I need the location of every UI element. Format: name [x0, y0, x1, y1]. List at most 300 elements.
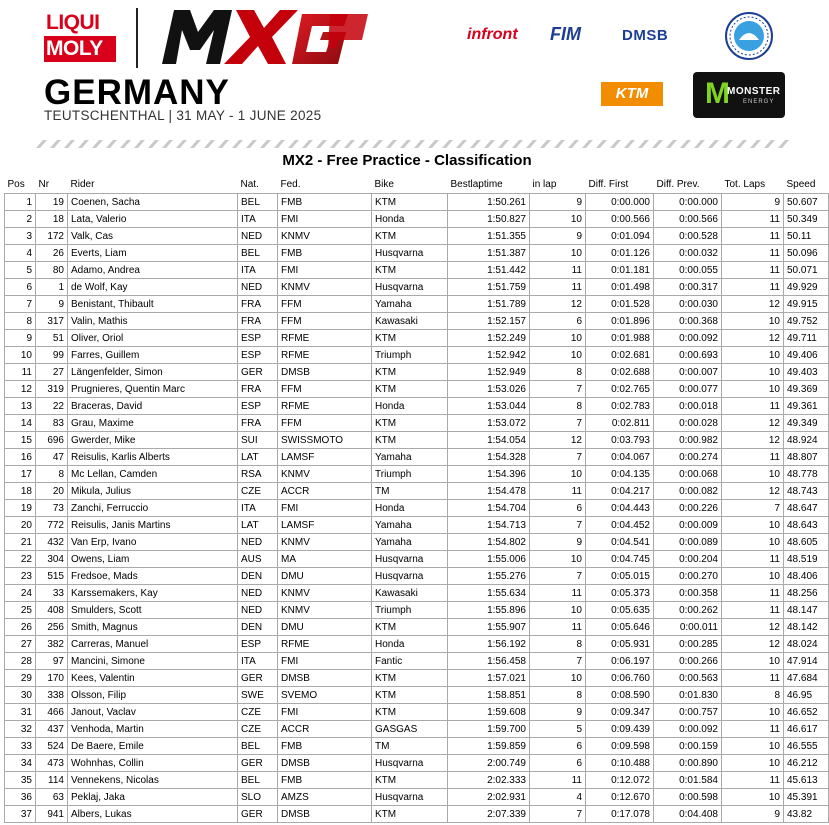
cell-bike: Honda	[372, 211, 448, 228]
cell-nat: CZE	[238, 483, 278, 500]
cell-nr: 338	[36, 687, 68, 704]
cell-nat: ESP	[238, 636, 278, 653]
cell-diff-first: 0:02.688	[586, 364, 654, 381]
cell-pos: 28	[5, 653, 36, 670]
cell-tot-laps: 12	[722, 483, 784, 500]
cell-bestlaptime: 2:02.931	[448, 789, 530, 806]
cell-nat: FRA	[238, 313, 278, 330]
cell-pos: 37	[5, 806, 36, 823]
cell-diff-first: 0:01.498	[586, 279, 654, 296]
cell-diff-first: 0:01.896	[586, 313, 654, 330]
cell-fed: FMB	[278, 245, 372, 262]
cell-bike: KTM	[372, 194, 448, 211]
table-row	[5, 381, 829, 398]
cell-pos: 22	[5, 551, 36, 568]
cell-bestlaptime: 1:53.072	[448, 415, 530, 432]
cell-bestlaptime: 1:55.006	[448, 551, 530, 568]
cell-speed: 48.406	[784, 568, 829, 585]
table-row	[5, 364, 829, 381]
cell-bestlaptime: 1:51.789	[448, 296, 530, 313]
cell-nat: NED	[238, 585, 278, 602]
cell-rider: Owens, Liam	[68, 551, 238, 568]
cell-bestlaptime: 1:54.054	[448, 432, 530, 449]
cell-diff-prev: 0:00.092	[654, 330, 722, 347]
cell-tot-laps: 11	[722, 551, 784, 568]
table-row	[5, 313, 829, 330]
cell-nat: GER	[238, 806, 278, 823]
table-header-row	[5, 176, 829, 194]
cell-in-lap: 6	[530, 738, 586, 755]
cell-pos: 30	[5, 687, 36, 704]
page-header	[0, 0, 814, 150]
cell-bike: Husqvarna	[372, 279, 448, 296]
cell-bestlaptime: 1:52.949	[448, 364, 530, 381]
cell-speed: 48.807	[784, 449, 829, 466]
table-row	[5, 755, 829, 772]
cell-speed: 50.11	[784, 228, 829, 245]
cell-tot-laps: 11	[722, 398, 784, 415]
cell-bestlaptime: 1:55.634	[448, 585, 530, 602]
header-stripes	[44, 140, 770, 148]
cell-nat: NED	[238, 279, 278, 296]
cell-nr: 73	[36, 500, 68, 517]
cell-bestlaptime: 1:54.802	[448, 534, 530, 551]
cell-fed: FMB	[278, 738, 372, 755]
cell-nr: 172	[36, 228, 68, 245]
cell-fed: KNMV	[278, 466, 372, 483]
cell-bestlaptime: 2:07.339	[448, 806, 530, 823]
cell-diff-prev: 0:00.270	[654, 568, 722, 585]
cell-rider: Fredsoe, Mads	[68, 568, 238, 585]
ktm-logo: KTM	[601, 82, 663, 106]
cell-rider: Albers, Lukas	[68, 806, 238, 823]
cell-in-lap: 10	[530, 551, 586, 568]
cell-nat: CZE	[238, 704, 278, 721]
cell-tot-laps: 10	[722, 704, 784, 721]
cell-in-lap: 11	[530, 772, 586, 789]
cell-rider: Peklaj, Jaka	[68, 789, 238, 806]
cell-fed: DMU	[278, 568, 372, 585]
cell-nat: FRA	[238, 415, 278, 432]
cell-tot-laps: 11	[722, 670, 784, 687]
cell-fed: DMU	[278, 619, 372, 636]
cell-bike: KTM	[372, 687, 448, 704]
cell-bike: Yamaha	[372, 517, 448, 534]
cell-in-lap: 8	[530, 398, 586, 415]
cell-bike: KTM	[372, 415, 448, 432]
cell-in-lap: 11	[530, 483, 586, 500]
cell-diff-first: 0:04.745	[586, 551, 654, 568]
cell-nr: 524	[36, 738, 68, 755]
cell-in-lap: 10	[530, 466, 586, 483]
cell-nat: SWE	[238, 687, 278, 704]
table-row	[5, 194, 829, 211]
monster-energy-logo: M MONSTER ENERGY	[693, 72, 785, 118]
cell-in-lap: 6	[530, 500, 586, 517]
cell-rider: De Baere, Emile	[68, 738, 238, 755]
fim-logo: FIM	[550, 24, 581, 44]
cell-nr: 432	[36, 534, 68, 551]
cell-speed: 48.024	[784, 636, 829, 653]
cell-bestlaptime: 1:50.261	[448, 194, 530, 211]
table-row	[5, 330, 829, 347]
cell-nr: 80	[36, 262, 68, 279]
cell-bike: KTM	[372, 432, 448, 449]
cell-tot-laps: 11	[722, 228, 784, 245]
cell-pos: 34	[5, 755, 36, 772]
cell-bestlaptime: 1:57.021	[448, 670, 530, 687]
cell-in-lap: 4	[530, 789, 586, 806]
cell-rider: Mc Lellan, Camden	[68, 466, 238, 483]
cell-fed: KNMV	[278, 228, 372, 245]
cell-nr: 9	[36, 296, 68, 313]
cell-nr: 51	[36, 330, 68, 347]
cell-pos: 11	[5, 364, 36, 381]
event-venue-dates: TEUTSCHENTHAL | 31 MAY - 1 JUNE 2025	[44, 108, 322, 123]
cell-diff-first: 0:03.793	[586, 432, 654, 449]
cell-nat: ESP	[238, 330, 278, 347]
cell-bestlaptime: 1:52.157	[448, 313, 530, 330]
monster-energy-logo-text: MONSTER	[727, 86, 781, 97]
liqui-moly-logo-bottom: MOLY	[46, 37, 103, 60]
cell-rider: Adamo, Andrea	[68, 262, 238, 279]
cell-diff-first: 0:01.094	[586, 228, 654, 245]
cell-tot-laps: 12	[722, 330, 784, 347]
cell-bestlaptime: 1:55.907	[448, 619, 530, 636]
cell-nat: LAT	[238, 449, 278, 466]
event-country: GERMANY	[44, 73, 230, 112]
cell-nat: FRA	[238, 296, 278, 313]
table-row	[5, 670, 829, 687]
cell-diff-prev: 0:00.009	[654, 517, 722, 534]
cell-diff-prev: 0:00.159	[654, 738, 722, 755]
cell-diff-prev: 0:00.226	[654, 500, 722, 517]
cell-diff-first: 0:12.072	[586, 772, 654, 789]
cell-pos: 8	[5, 313, 36, 330]
cell-tot-laps: 9	[722, 194, 784, 211]
cell-rider: Smith, Magnus	[68, 619, 238, 636]
cell-pos: 1	[5, 194, 36, 211]
cell-diff-first: 0:00.566	[586, 211, 654, 228]
cell-nr: 515	[36, 568, 68, 585]
cell-diff-prev: 0:00.204	[654, 551, 722, 568]
cell-rider: Mancini, Simone	[68, 653, 238, 670]
cell-in-lap: 6	[530, 755, 586, 772]
cell-bestlaptime: 2:02.333	[448, 772, 530, 789]
cell-tot-laps: 12	[722, 636, 784, 653]
cell-in-lap: 7	[530, 381, 586, 398]
cell-nr: 317	[36, 313, 68, 330]
cell-diff-first: 0:12.670	[586, 789, 654, 806]
cell-nr: 97	[36, 653, 68, 670]
cell-nat: GER	[238, 364, 278, 381]
cell-bestlaptime: 1:54.396	[448, 466, 530, 483]
cell-bike: Husqvarna	[372, 245, 448, 262]
cell-in-lap: 11	[530, 619, 586, 636]
cell-diff-prev: 0:01.584	[654, 772, 722, 789]
cell-nr: 8	[36, 466, 68, 483]
cell-diff-first: 0:04.217	[586, 483, 654, 500]
cell-pos: 21	[5, 534, 36, 551]
cell-in-lap: 11	[530, 279, 586, 296]
cell-pos: 2	[5, 211, 36, 228]
cell-bike: KTM	[372, 619, 448, 636]
cell-in-lap: 5	[530, 721, 586, 738]
cell-bestlaptime: 1:59.859	[448, 738, 530, 755]
cell-bike: KTM	[372, 228, 448, 245]
cell-bestlaptime: 1:59.700	[448, 721, 530, 738]
cell-rider: Carreras, Manuel	[68, 636, 238, 653]
table-row	[5, 449, 829, 466]
cell-pos: 29	[5, 670, 36, 687]
cell-speed: 49.403	[784, 364, 829, 381]
cell-nr: 319	[36, 381, 68, 398]
cell-rider: Oliver, Oriol	[68, 330, 238, 347]
cell-pos: 24	[5, 585, 36, 602]
cell-nr: 20	[36, 483, 68, 500]
col-header-in-lap: in lap	[532, 179, 557, 190]
cell-fed: DMSB	[278, 364, 372, 381]
cell-speed: 43.82	[784, 806, 829, 823]
cell-in-lap: 9	[530, 704, 586, 721]
cell-speed: 48.605	[784, 534, 829, 551]
cell-tot-laps: 10	[722, 534, 784, 551]
cell-bestlaptime: 2:00.749	[448, 755, 530, 772]
cell-nr: 696	[36, 432, 68, 449]
table-row	[5, 568, 829, 585]
cell-bike: Husqvarna	[372, 789, 448, 806]
cell-nat: GER	[238, 670, 278, 687]
cell-nat: BEL	[238, 245, 278, 262]
cell-bike: Husqvarna	[372, 755, 448, 772]
cell-tot-laps: 10	[722, 789, 784, 806]
cell-fed: MA	[278, 551, 372, 568]
cell-nat: DEN	[238, 619, 278, 636]
cell-diff-first: 0:00.000	[586, 194, 654, 211]
cell-pos: 10	[5, 347, 36, 364]
table-row	[5, 653, 829, 670]
cell-in-lap: 8	[530, 636, 586, 653]
cell-pos: 19	[5, 500, 36, 517]
cell-speed: 50.607	[784, 194, 829, 211]
cell-tot-laps: 7	[722, 500, 784, 517]
cell-speed: 50.071	[784, 262, 829, 279]
cell-speed: 47.914	[784, 653, 829, 670]
cell-speed: 49.711	[784, 330, 829, 347]
table-row	[5, 483, 829, 500]
cell-nat: NED	[238, 228, 278, 245]
cell-tot-laps: 10	[722, 313, 784, 330]
cell-bike: TM	[372, 483, 448, 500]
cell-fed: FFM	[278, 381, 372, 398]
cell-pos: 25	[5, 602, 36, 619]
cell-rider: Grau, Maxime	[68, 415, 238, 432]
cell-fed: SVEMO	[278, 687, 372, 704]
cell-nat: NED	[238, 602, 278, 619]
cell-fed: KNMV	[278, 534, 372, 551]
cell-diff-prev: 0:00.030	[654, 296, 722, 313]
cell-fed: FMB	[278, 772, 372, 789]
cell-pos: 9	[5, 330, 36, 347]
cell-rider: Olsson, Filip	[68, 687, 238, 704]
cell-nr: 47	[36, 449, 68, 466]
cell-rider: Reisulis, Janis Martins	[68, 517, 238, 534]
cell-rider: Benistant, Thibault	[68, 296, 238, 313]
cell-speed: 49.915	[784, 296, 829, 313]
page-title: MX2 - Free Practice - Classification	[282, 152, 532, 169]
cell-nat: ESP	[238, 347, 278, 364]
cell-speed: 48.778	[784, 466, 829, 483]
cell-tot-laps: 11	[722, 262, 784, 279]
table-row	[5, 551, 829, 568]
table-row	[5, 619, 829, 636]
cell-rider: Valin, Mathis	[68, 313, 238, 330]
cell-fed: FMI	[278, 653, 372, 670]
cell-bestlaptime: 1:50.827	[448, 211, 530, 228]
cell-speed: 48.142	[784, 619, 829, 636]
cell-diff-first: 0:01.528	[586, 296, 654, 313]
cell-diff-first: 0:08.590	[586, 687, 654, 704]
cell-pos: 20	[5, 517, 36, 534]
cell-speed: 46.555	[784, 738, 829, 755]
cell-bike: Husqvarna	[372, 551, 448, 568]
cell-bestlaptime: 1:54.328	[448, 449, 530, 466]
cell-diff-prev: 0:00.068	[654, 466, 722, 483]
cell-nr: 382	[36, 636, 68, 653]
cell-diff-first: 0:01.126	[586, 245, 654, 262]
cell-diff-first: 0:06.760	[586, 670, 654, 687]
cell-bike: Fantic	[372, 653, 448, 670]
cell-in-lap: 9	[530, 194, 586, 211]
cell-diff-first: 0:04.443	[586, 500, 654, 517]
cell-speed: 47.684	[784, 670, 829, 687]
cell-fed: FMI	[278, 500, 372, 517]
cell-bike: Honda	[372, 500, 448, 517]
cell-nr: 170	[36, 670, 68, 687]
cell-pos: 15	[5, 432, 36, 449]
cell-in-lap: 10	[530, 330, 586, 347]
cell-rider: Mikula, Julius	[68, 483, 238, 500]
cell-bike: Triumph	[372, 347, 448, 364]
cell-diff-prev: 0:00.077	[654, 381, 722, 398]
cell-nr: 22	[36, 398, 68, 415]
cell-tot-laps: 12	[722, 432, 784, 449]
cell-nr: 63	[36, 789, 68, 806]
cell-diff-first: 0:05.015	[586, 568, 654, 585]
cell-diff-prev: 0:00.982	[654, 432, 722, 449]
cell-diff-first: 0:05.635	[586, 602, 654, 619]
dmsb-logo: DMSB	[622, 27, 669, 44]
cell-bike: KTM	[372, 381, 448, 398]
cell-diff-first: 0:04.135	[586, 466, 654, 483]
col-header-tot-laps: Tot. Laps	[724, 179, 766, 190]
cell-in-lap: 7	[530, 415, 586, 432]
cell-bike: Honda	[372, 636, 448, 653]
col-header-diff-first: Diff. First	[588, 179, 629, 190]
cell-nat: LAT	[238, 517, 278, 534]
cell-diff-prev: 0:00.007	[654, 364, 722, 381]
cell-speed: 49.361	[784, 398, 829, 415]
cell-speed: 48.924	[784, 432, 829, 449]
cell-speed: 49.349	[784, 415, 829, 432]
cell-rider: Everts, Liam	[68, 245, 238, 262]
mxgp-logo	[152, 4, 372, 70]
cell-diff-first: 0:02.681	[586, 347, 654, 364]
cell-pos: 6	[5, 279, 36, 296]
cell-tot-laps: 10	[722, 517, 784, 534]
cell-fed: AMZS	[278, 789, 372, 806]
cell-fed: FFM	[278, 313, 372, 330]
cell-tot-laps: 11	[722, 602, 784, 619]
cell-bike: Honda	[372, 398, 448, 415]
cell-nr: 256	[36, 619, 68, 636]
cell-nat: BEL	[238, 738, 278, 755]
cell-tot-laps: 10	[722, 381, 784, 398]
cell-pos: 16	[5, 449, 36, 466]
cell-rider: Valk, Cas	[68, 228, 238, 245]
cell-bestlaptime: 1:56.458	[448, 653, 530, 670]
cell-diff-first: 0:02.811	[586, 415, 654, 432]
cell-diff-prev: 0:00.274	[654, 449, 722, 466]
cell-tot-laps: 11	[722, 449, 784, 466]
cell-bike: KTM	[372, 262, 448, 279]
cell-tot-laps: 11	[722, 721, 784, 738]
cell-in-lap: 7	[530, 806, 586, 823]
cell-in-lap: 9	[530, 534, 586, 551]
cell-pos: 17	[5, 466, 36, 483]
cell-pos: 5	[5, 262, 36, 279]
cell-bike: KTM	[372, 806, 448, 823]
cell-diff-prev: 0:00.566	[654, 211, 722, 228]
cell-nat: ITA	[238, 262, 278, 279]
cell-nr: 83	[36, 415, 68, 432]
cell-diff-first: 0:04.452	[586, 517, 654, 534]
cell-nr: 772	[36, 517, 68, 534]
cell-nat: RSA	[238, 466, 278, 483]
cell-bestlaptime: 1:56.192	[448, 636, 530, 653]
cell-nat: ITA	[238, 500, 278, 517]
cell-speed: 46.652	[784, 704, 829, 721]
cell-rider: de Wolf, Kay	[68, 279, 238, 296]
cell-diff-first: 0:02.765	[586, 381, 654, 398]
cell-pos: 26	[5, 619, 36, 636]
cell-nr: 304	[36, 551, 68, 568]
cell-in-lap: 10	[530, 347, 586, 364]
col-header-nat: Nat.	[240, 179, 259, 190]
cell-diff-prev: 0:00.285	[654, 636, 722, 653]
cell-tot-laps: 11	[722, 585, 784, 602]
cell-speed: 45.391	[784, 789, 829, 806]
mxgp-logo-text: MXGP	[259, 67, 265, 69]
table-row	[5, 262, 829, 279]
cell-nat: ITA	[238, 653, 278, 670]
cell-fed: RFME	[278, 398, 372, 415]
cell-nr: 473	[36, 755, 68, 772]
col-header-bestlaptime: Bestlaptime	[450, 179, 503, 190]
cell-fed: KNMV	[278, 279, 372, 296]
cell-diff-prev: 0:00.563	[654, 670, 722, 687]
cell-diff-first: 0:05.373	[586, 585, 654, 602]
col-header-diff-prev: Diff. Prev.	[656, 179, 700, 190]
table-row	[5, 704, 829, 721]
cell-fed: RFME	[278, 330, 372, 347]
cell-tot-laps: 12	[722, 415, 784, 432]
cell-fed: SWISSMOTO	[278, 432, 372, 449]
cell-diff-first: 0:09.439	[586, 721, 654, 738]
table-row	[5, 789, 829, 806]
cell-diff-first: 0:05.646	[586, 619, 654, 636]
cell-tot-laps: 12	[722, 619, 784, 636]
